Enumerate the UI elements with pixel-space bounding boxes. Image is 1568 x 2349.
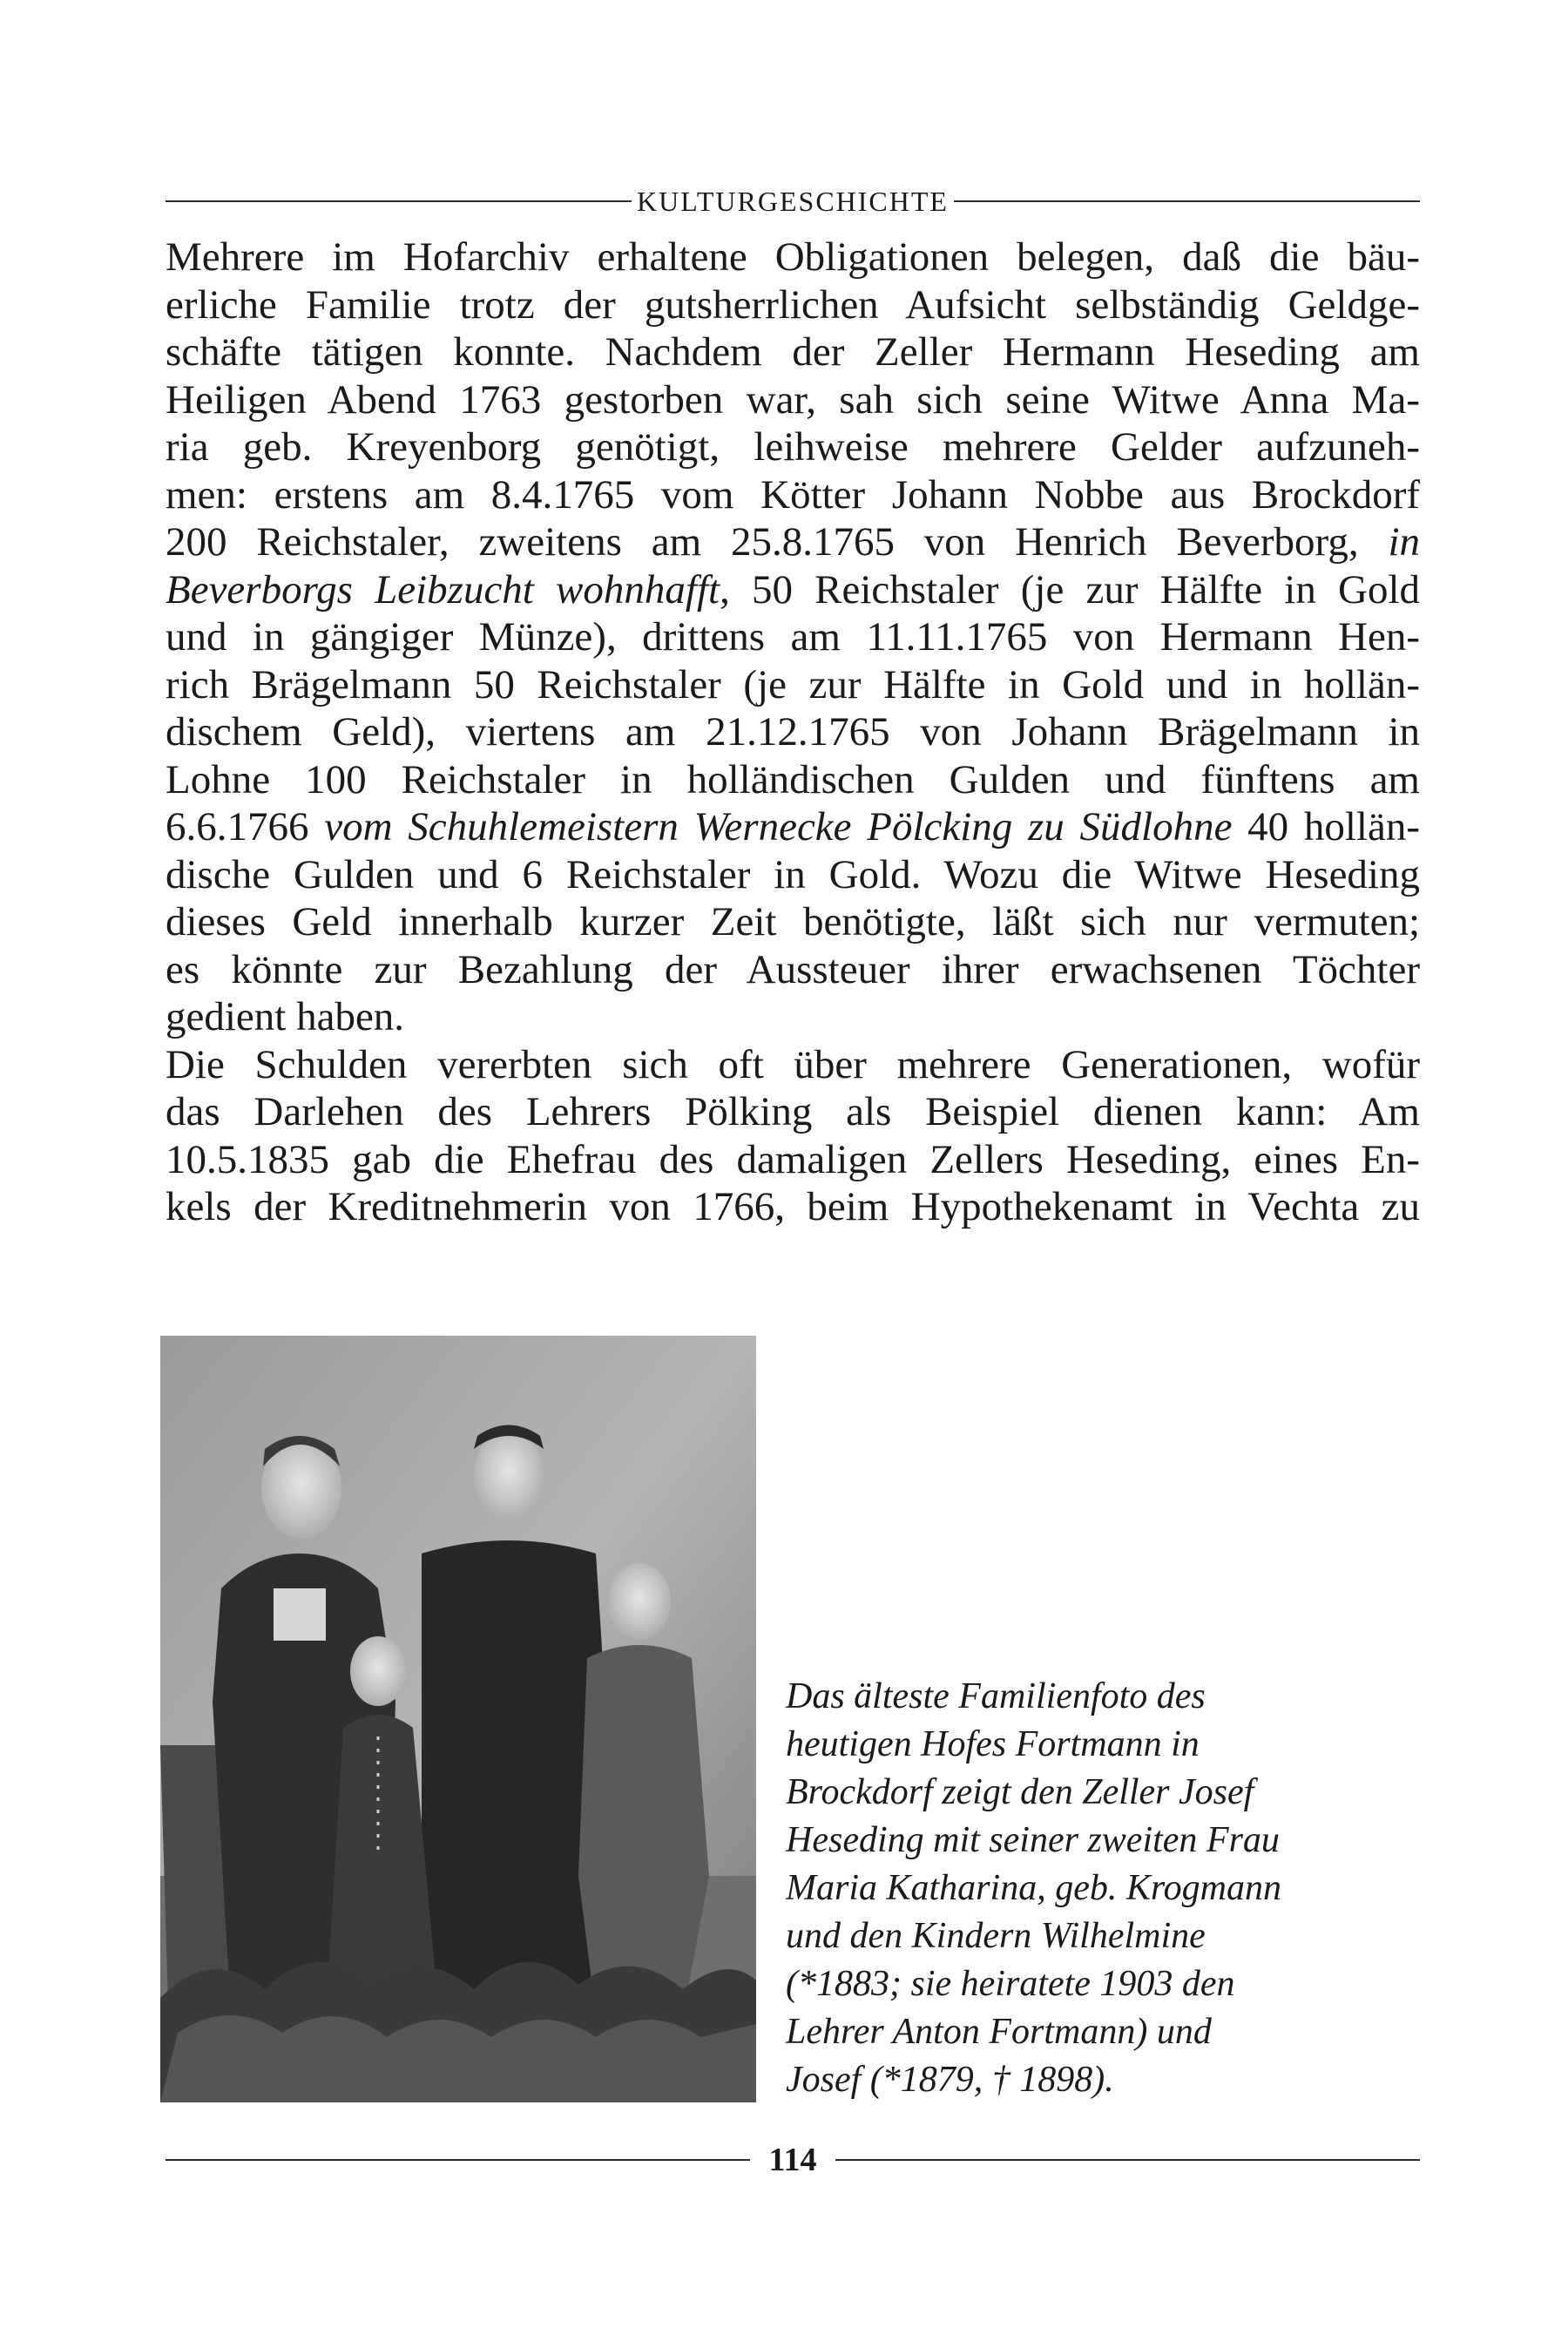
italic-segment: Beverborgs Leibzucht wohnhafft: [166, 566, 720, 613]
page-footer: [166, 2138, 1420, 2182]
footer-rule-left: [166, 2159, 750, 2161]
text-line: Lohne 100 Reichstaler in holländischen Gulden und fünftens am: [166, 756, 1420, 802]
text-line: 10.5.1835 gab die Ehefrau des damaligen Zellers Heseding, eines En-: [166, 1136, 1420, 1182]
caption-line: (*1883; sie heiratete 1903 den: [786, 1964, 1235, 2004]
text-line: men: erstens am 8.4.1765 vom Kötter Johann Nobbe aus Brockdorf: [166, 471, 1420, 518]
caption-line: Maria Katharina, geb. Krogmann: [786, 1868, 1281, 1908]
header-rule-left: [166, 200, 632, 202]
text-line: gedient haben.: [166, 994, 405, 1039]
running-header: [166, 179, 1420, 223]
text-line: [166, 803, 1420, 851]
text-line: [166, 518, 1420, 566]
text-segment: 200 Reichstaler, zweitens am 25.8.1765 von Henrich Beverborg,: [166, 519, 1389, 565]
caption-line: Das älteste Familienfoto des: [786, 1676, 1206, 1716]
page-number: 114: [768, 2142, 817, 2178]
photo-caption: [786, 1673, 1396, 2104]
text-line: kels der Kreditnehmerin von 1766, beim Hypothekenamt in Vechta zu: [166, 1184, 1420, 1229]
body-text: [166, 234, 1420, 1231]
family-photo-image: [160, 1336, 756, 2102]
text-line: dischem Geld), viertens am 21.12.1765 von Johann Brägelmann in: [166, 709, 1420, 755]
text-line: das Darlehen des Lehrers Pölking als Beispiel dienen kann: Am: [166, 1089, 1420, 1134]
text-line: ria geb. Kreyenborg genötigt, leihweise mehrere Gelder aufzuneh-: [166, 424, 1420, 470]
text-segment: 6.6.1766: [166, 804, 325, 850]
footer-rule-right: [835, 2159, 1420, 2161]
caption-line: Josef (*1879, † 1898).: [786, 2060, 1114, 2100]
text-segment: , 50 Reichstaler (je zur Hälfte in Gold: [720, 566, 1420, 613]
italic-segment: in: [1388, 519, 1420, 565]
text-line: und in gängiger Münze), drittens am 11.11.1765 von Hermann Hen-: [166, 614, 1420, 660]
italic-segment: vom Schuhlemeistern Wernecke Pölcking zu Südlohne: [324, 804, 1233, 850]
text-line: Mehrere im Hofarchiv erhaltene Obligationen belegen, daß die bäu-: [166, 234, 1420, 280]
text-line: Heiligen Abend 1763 gestorben war, sah sich seine Witwe Anna Ma-: [166, 376, 1420, 423]
caption-line: Heseding mit seiner zweiten Frau: [786, 1820, 1280, 1860]
text-line: es könnte zur Bezahlung der Aussteuer ihrer erwachsenen Töchter: [166, 946, 1420, 992]
section-title: KULTURGESCHICHTE: [637, 185, 949, 217]
text-line: rich Brägelmann 50 Reichstaler (je zur Hälfte in Gold und in hollän-: [166, 661, 1420, 707]
text-line: erliche Familie trotz der gutsherrlichen Aufsicht selbständig Geldge-: [166, 281, 1420, 328]
header-rule-right: [954, 200, 1420, 202]
caption-line: Lehrer Anton Fortmann) und: [786, 2012, 1212, 2052]
text-line: dieses Geld innerhalb kurzer Zeit benötigte, läßt sich nur vermuten;: [166, 899, 1420, 944]
text-line: schäfte tätigen konnte. Nachdem der Zeller Hermann Heseding am: [166, 329, 1420, 375]
family-photo: [160, 1336, 756, 2102]
caption-line: Brockdorf zeigt den Zeller Josef: [786, 1772, 1254, 1812]
text-line: [166, 566, 1420, 614]
text-line: dische Gulden und 6 Reichstaler in Gold. Wozu die Witwe Heseding: [166, 851, 1420, 897]
caption-line: heutigen Hofes Fortmann in: [786, 1724, 1200, 1764]
text-line: Die Schulden vererbten sich oft über mehrere Generationen, wofür: [166, 1041, 1420, 1087]
caption-line: und den Kindern Wilhelmine: [786, 1916, 1206, 1956]
text-segment: 40 hollän-: [1232, 804, 1420, 850]
